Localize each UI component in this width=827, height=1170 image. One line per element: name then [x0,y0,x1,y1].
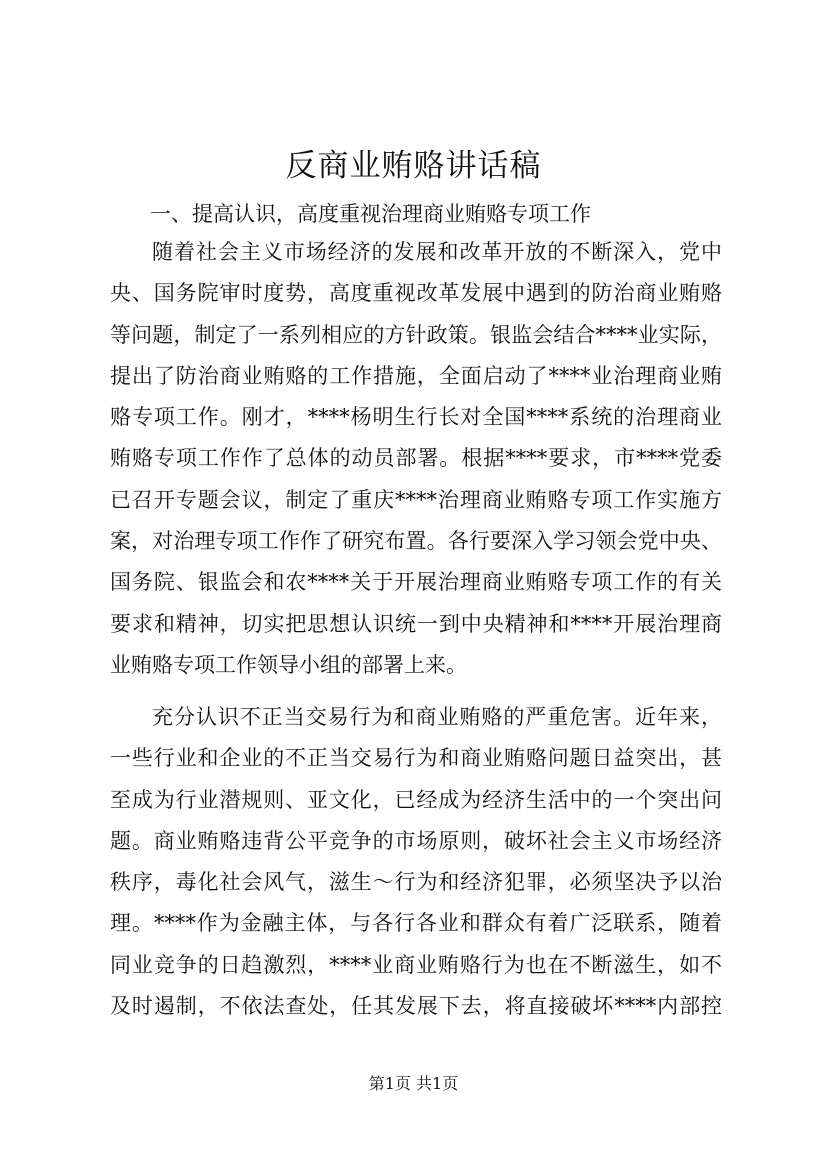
paragraph-line: 理。****作为金融主体，与各行各业和群众有着广泛联系，随着 [110,911,722,936]
page-footer: 第1页 共1页 [368,1074,459,1093]
paragraph-line: 贿赂专项工作作了总体的动员部署。根据****要求，市****党委 [110,446,722,471]
paragraph-2 [110,697,722,1027]
paragraph-1 [110,232,722,686]
section-heading: 一、提高认识，高度重视治理商业贿赂专项工作 [150,202,591,226]
paragraph-line: 秩序，毒化社会风气，滋生～行为和经济犯罪，必须坚决予以治 [110,870,722,895]
paragraph-line: 央、国务院审时度势，高度重视改革发展中遇到的防治商业贿赂 [110,281,722,306]
paragraph-line: 随着社会主义市场经济的发展和改革开放的不断深入，党中 [152,240,722,264]
document-title: 反商业贿赂讲话稿 [285,148,542,184]
paragraph-line: 赂专项工作。刚才，****杨明生行长对全国****系统的治理商业 [110,405,722,430]
paragraph-line: 至成为行业潜规则、亚文化，已经成为经济生活中的一个突出问 [110,787,722,812]
paragraph-line: 一些行业和企业的不正当交易行为和商业贿赂问题日益突出，甚 [110,746,722,771]
paragraph-line: 及时遏制，不依法查处，任其发展下去，将直接破坏****内部控 [110,994,722,1019]
paragraph-line: 要求和精神，切实把思想认识统一到中央精神和****开展治理商 [110,611,722,636]
paragraph-line: 提出了防治商业贿赂的工作措施，全面启动了****业治理商业贿 [110,363,722,388]
paragraph-line: 同业竞争的日趋激烈，****业商业贿赂行为也在不断滋生，如不 [110,952,722,977]
paragraph-line: 已召开专题会议，制定了重庆****治理商业贿赂专项工作实施方 [110,487,722,512]
paragraph-line: 案，对治理专项工作作了研究布置。各行要深入学习领会党中央、 [110,529,722,554]
paragraph-line: 业贿赂专项工作领导小组的部署上来。 [110,652,467,677]
paragraph-line: 等问题，制定了一系列相应的方针政策。银监会结合****业实际， [110,322,722,347]
paragraph-line: 题。商业贿赂违背公平竞争的市场原则，破坏社会主义市场经济 [110,828,722,853]
paragraph-line: 国务院、银监会和农****关于开展治理商业贿赂专项工作的有关 [110,570,722,595]
paragraph-line: 充分认识不正当交易行为和商业贿赂的严重危害。近年来， [152,705,722,729]
